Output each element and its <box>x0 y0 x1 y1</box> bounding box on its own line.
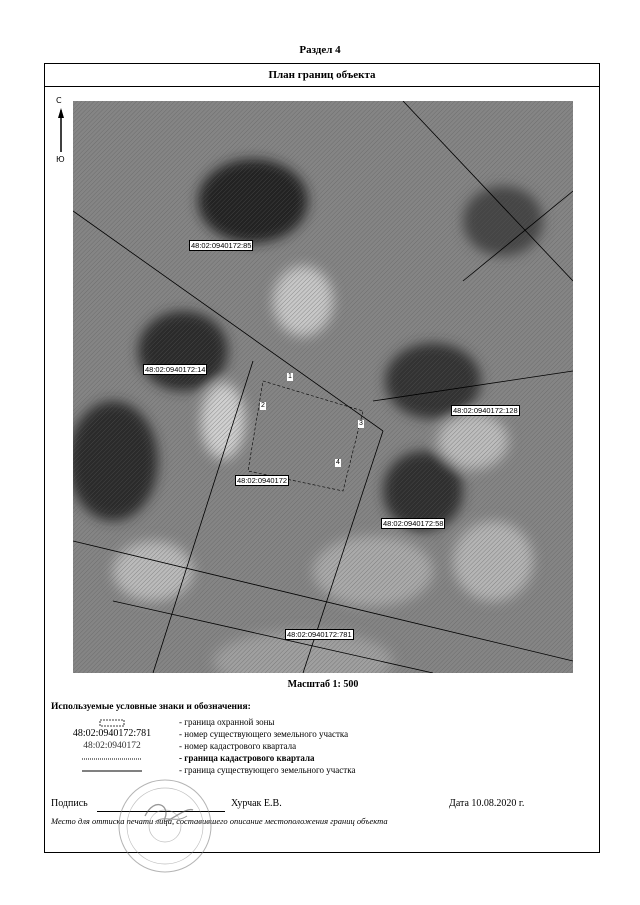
compass-north: С <box>56 96 62 105</box>
legend <box>51 716 591 776</box>
parcel-label: 48:02:0940172:58 <box>383 519 444 528</box>
legend-text: - номер кадастрового квартала <box>179 741 297 751</box>
legend-text: - граница охранной зоны <box>179 717 275 727</box>
compass-south: Ю <box>56 155 65 164</box>
parcel-label: 48:02:0940172:85 <box>191 241 252 250</box>
protection-zone-symbol <box>51 716 173 728</box>
parcel-label: 48:02:0940172:14 <box>145 365 206 374</box>
aerial-map[interactable] <box>73 101 573 673</box>
document-date: Дата 10.08.2020 г. <box>449 798 525 809</box>
signer-name: Хурчак Е.В. <box>231 798 282 809</box>
legend-item <box>51 752 591 764</box>
boundary-point: 1 <box>288 373 292 380</box>
parcel-label: 48:02:0940172:781 <box>287 630 352 639</box>
boundary-point: 4 <box>336 459 340 466</box>
signature-label: Подпись <box>51 798 88 809</box>
north-arrow-icon <box>54 96 68 166</box>
legend-text: - граница существующего земельного участка <box>179 765 356 775</box>
seal-stamp <box>115 776 215 876</box>
parcel-label: 48:02:0940172 <box>237 476 288 485</box>
legend-text: - граница кадастрового квартала <box>179 753 315 763</box>
legend-text: - номер существующего земельного участка <box>179 729 349 739</box>
legend-item <box>51 740 591 752</box>
plan-frame <box>44 63 600 853</box>
parcel-boundary-symbol <box>51 764 173 776</box>
map-scale: Масштаб 1: 500 <box>287 679 359 690</box>
plan-title: План границ объекта <box>45 64 599 87</box>
legend-item <box>51 716 591 728</box>
quarter-boundary-symbol <box>51 752 173 764</box>
parcel-number-symbol: 48:02:0940172:781 <box>72 728 152 739</box>
legend-item <box>51 728 591 740</box>
legend-title: Используемые условные знаки и обозначения: <box>51 702 251 712</box>
legend-item <box>51 764 591 776</box>
parcel-label: 48:02:0940172:128 <box>453 406 518 415</box>
boundary-point: 3 <box>359 420 363 427</box>
boundary-point: 2 <box>261 402 265 409</box>
quarter-number-symbol: 48:02:0940172 <box>83 741 141 751</box>
stamp-place-note: Место для оттиска печати лица, составившего описание местоположения границ объекта <box>51 816 388 826</box>
section-title: Раздел 4 <box>299 44 341 56</box>
